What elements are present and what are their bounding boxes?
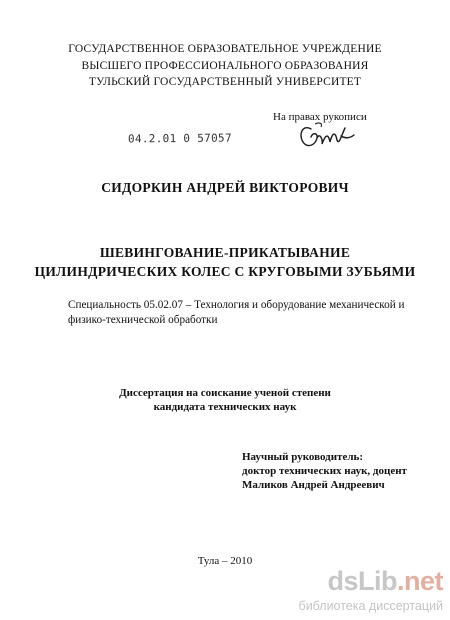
institution-line-1: ГОСУДАРСТВЕННОЕ ОБРАЗОВАТЕЛЬНОЕ УЧРЕЖДЕНИЕ: [68, 43, 382, 55]
institution-line-2: ВЫСШЕГО ПРОФЕССИОНАЛЬНОГО ОБРАЗОВАНИЯ: [81, 59, 369, 72]
advisor-name: Маликов Андрей Андреевич: [242, 479, 385, 491]
dissertation-title: [0, 243, 450, 281]
watermark: [298, 566, 447, 618]
degree-line-1: Диссертация на соискание ученой степени: [119, 387, 331, 399]
title-line-1: ШЕВИНГОВАНИЕ-ПРИКАТЫВАНИЕ: [99, 245, 351, 260]
handwritten-signature: [297, 120, 355, 154]
watermark-logo-main: dsLib: [327, 566, 397, 596]
advisor-degree: доктор технических наук, доцент: [242, 465, 407, 477]
specialty: [68, 298, 413, 328]
institution-line-3: ТУЛЬСКИЙ ГОСУДАРСТВЕННЫЙ УНИВЕРСИТЕТ: [88, 76, 362, 88]
specialty-line-2: физико-технической обработки: [68, 314, 218, 326]
degree-line-2: кандидата технических наук: [153, 400, 297, 413]
degree-statement: [0, 387, 450, 414]
city-year: Тула – 2010: [197, 555, 253, 567]
advisor-label: Научный руководитель:: [242, 451, 363, 463]
watermark-logo-domain: .net: [396, 566, 443, 596]
specialty-line-1: Специальность 05.02.07 – Технология и оборудование механической и: [68, 299, 405, 311]
watermark-subtitle: библиотека диссертаций: [298, 599, 443, 613]
scientific-advisor: [242, 450, 407, 492]
institution-header: [0, 41, 450, 91]
watermark-logo: [327, 566, 443, 597]
registration-stamp-number: 04.2.01 0 57057: [127, 131, 232, 146]
author-name: СИДОРКИН АНДРЕЙ ВИКТОРОВИЧ: [101, 180, 349, 195]
manuscript-rights: На правах рукописи: [273, 111, 367, 123]
title-line-2: ЦИЛИНДРИЧЕСКИХ КОЛЕС С КРУГОВЫМИ ЗУБЬЯМИ: [34, 264, 416, 279]
